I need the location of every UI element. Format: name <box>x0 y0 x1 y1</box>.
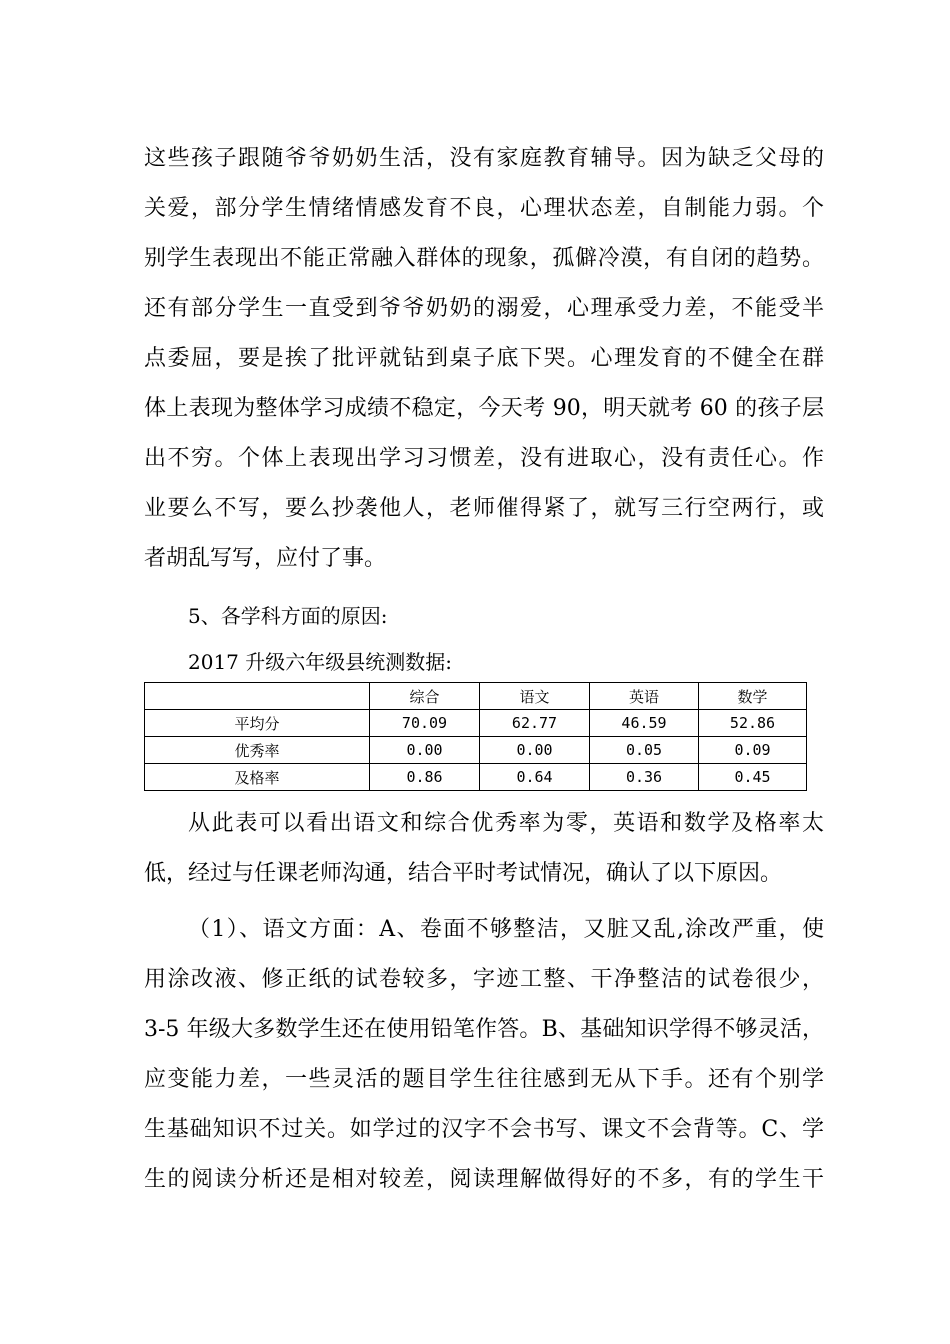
paragraph-chinese-subject <box>144 905 824 1205</box>
table-cell: 70.09 <box>370 710 480 737</box>
section-heading: 5、各学科方面的原因: <box>188 604 388 628</box>
text-line: 者胡乱写写，应付了事。 <box>144 546 387 571</box>
table-cell: 0.09 <box>699 737 807 764</box>
table-header-row <box>145 683 807 710</box>
header-cell-comprehensive: 综合 <box>370 683 480 710</box>
text-line: 体上表现为整体学习成绩不稳定，今天考 90，明天就考 60 的孩子层 <box>144 396 824 421</box>
header-cell-chinese: 语文 <box>480 683 590 710</box>
row-label: 优秀率 <box>145 737 370 764</box>
text-line: 业要么不写，要么抄袭他人，老师催得紧了，就写三行空两行，或 <box>144 496 824 521</box>
table-cell: 0.00 <box>370 737 480 764</box>
table-cell: 52.86 <box>699 710 807 737</box>
text-line: 3-5 年级大多数学生还在使用铅笔作答。B、基础知识学得不够灵活， <box>144 1017 824 1042</box>
table-cell: 0.64 <box>480 764 590 791</box>
table-cell: 0.36 <box>590 764 699 791</box>
text-line: 点委屈，要是挨了批评就钻到桌子底下哭。心理发育的不健全在群 <box>144 346 824 371</box>
table-cell: 0.45 <box>699 764 807 791</box>
table-row <box>145 710 807 737</box>
table-cell: 46.59 <box>590 710 699 737</box>
table-caption: 2017 升级六年级县统测数据: <box>188 650 452 674</box>
text-line: 出不穷。个体上表现出学习习惯差，没有进取心，没有责任心。作 <box>144 446 824 471</box>
text-line: 生基础知识不过关。如学过的汉字不会书写、课文不会背等。C、学 <box>144 1117 824 1142</box>
text-line: 关爱，部分学生情绪情感发育不良，心理状态差，自制能力弱。个 <box>144 196 824 221</box>
paragraph-table-analysis <box>144 799 824 899</box>
header-cell-english: 英语 <box>590 683 699 710</box>
table-row <box>145 737 807 764</box>
stats-table <box>144 682 807 791</box>
text-line: （1）、语文方面：A、卷面不够整洁，又脏又乱,涂改严重，使 <box>188 917 824 942</box>
document-body <box>144 134 824 1205</box>
row-label: 平均分 <box>145 710 370 737</box>
table-row <box>145 764 807 791</box>
text-line: 还有部分学生一直受到爷爷奶奶的溺爱，心理承受力差，不能受半 <box>144 296 824 321</box>
text-line: 这些孩子跟随爷爷奶奶生活，没有家庭教育辅导。因为缺乏父母的 <box>144 146 824 171</box>
header-cell-math: 数学 <box>699 683 807 710</box>
text-line: 低，经过与任课老师沟通，结合平时考试情况，确认了以下原因。 <box>144 861 783 886</box>
table-cell: 0.00 <box>480 737 590 764</box>
text-line: 应变能力差，一些灵活的题目学生往往感到无从下手。还有个别学 <box>144 1067 824 1092</box>
table-cell: 0.05 <box>590 737 699 764</box>
text-line: 用涂改液、修正纸的试卷较多，字迹工整、干净整洁的试卷很少， <box>144 967 824 992</box>
text-line: 从此表可以看出语文和综合优秀率为零，英语和数学及格率太 <box>188 811 824 836</box>
header-cell-empty <box>145 683 370 710</box>
text-line: 生的阅读分析还是相对较差，阅读理解做得好的不多，有的学生干 <box>144 1167 824 1192</box>
table-cell: 62.77 <box>480 710 590 737</box>
paragraph-family-education <box>144 134 824 584</box>
text-line: 别学生表现出不能正常融入群体的现象，孤僻冷漠，有自闭的趋势。 <box>144 246 824 271</box>
table-cell: 0.86 <box>370 764 480 791</box>
row-label: 及格率 <box>145 764 370 791</box>
